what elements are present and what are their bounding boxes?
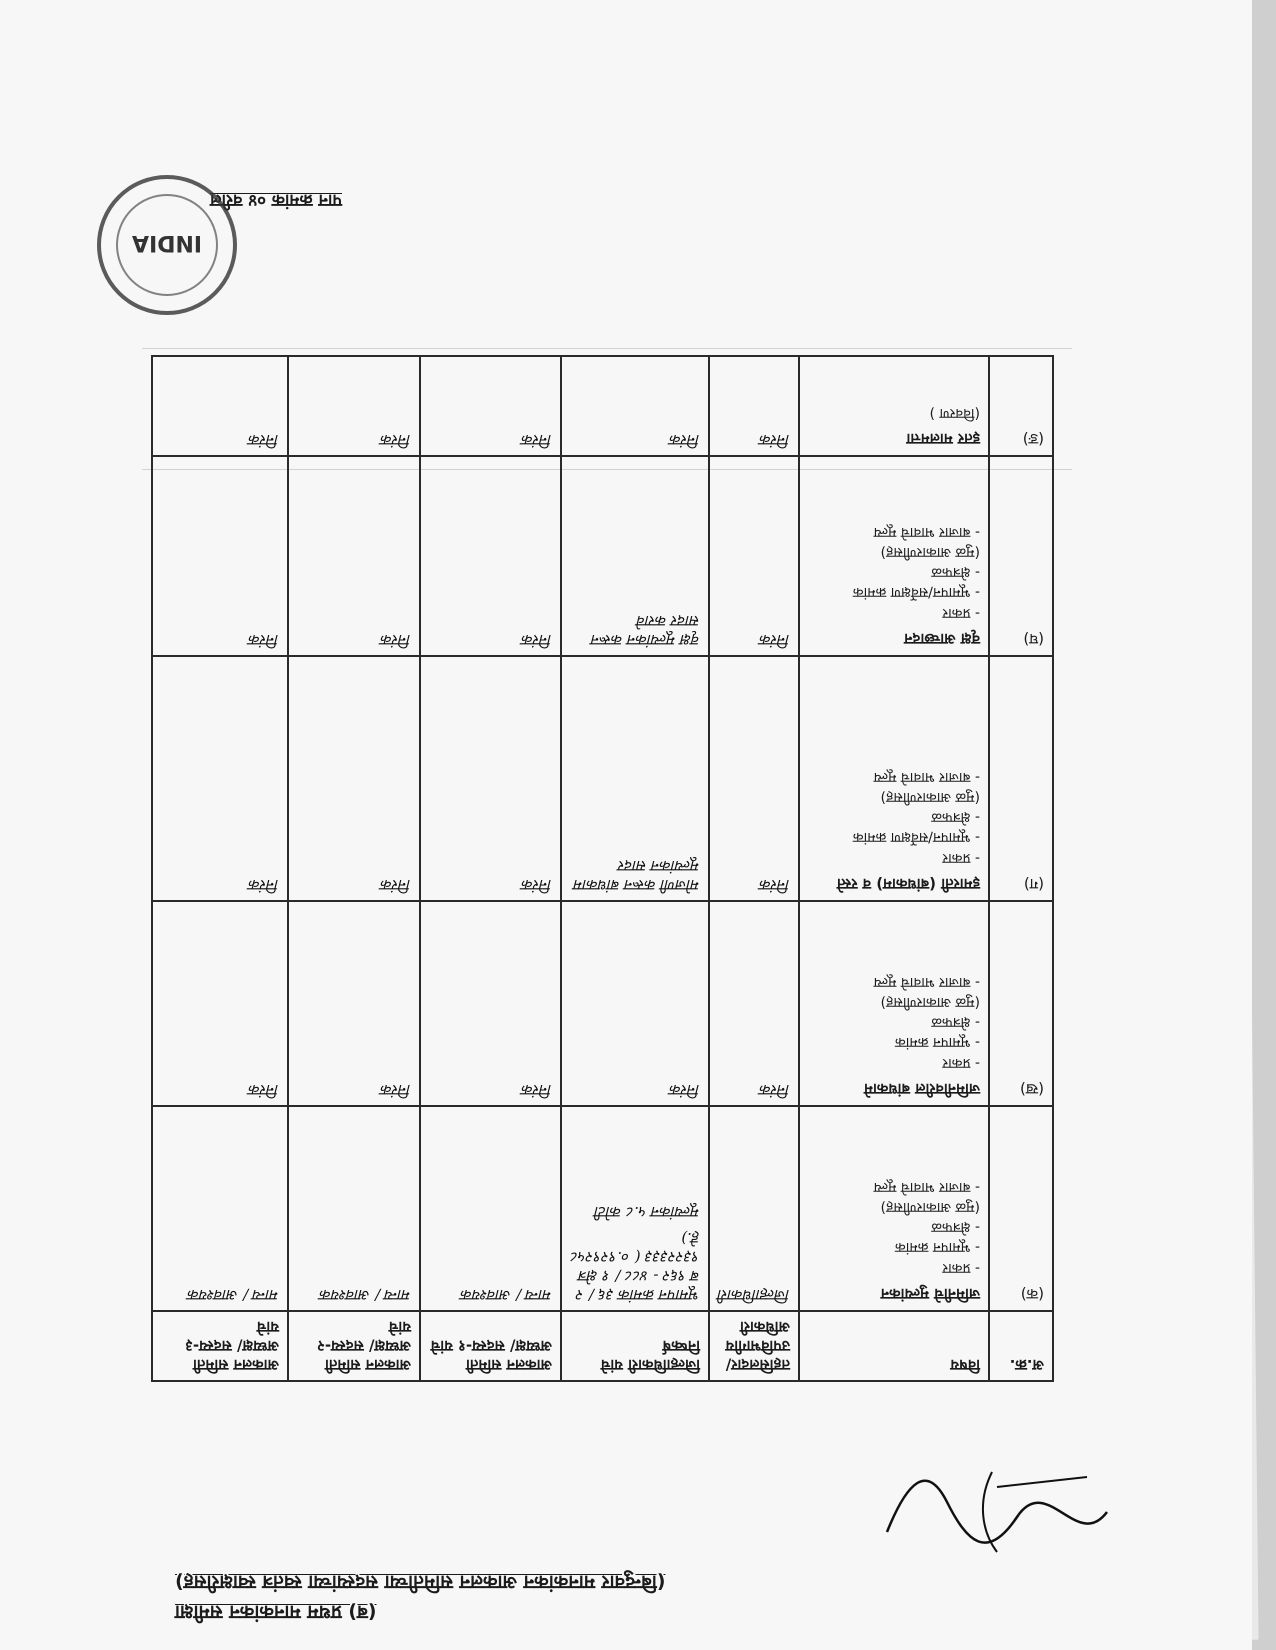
list-item: - क्षेत्रफळ bbox=[931, 1014, 980, 1031]
header-member-3: आकलन समिती अध्यक्ष/ सदस्य-३ यांचे bbox=[152, 1311, 288, 1381]
header-subject: विषय bbox=[799, 1311, 989, 1381]
list-item: - भूमापन क्रमांक bbox=[894, 1239, 980, 1256]
row-number: (ग) bbox=[989, 656, 1053, 901]
office-stamp bbox=[92, 170, 242, 320]
handwritten-note: भूमापन क्रमांक ३६ / २ ब ९६२ - ४८८ / १ क्षेत्र ९३२२३३३ ( ०.९२९२५८ हे.) bbox=[570, 1229, 700, 1304]
list-item: - बाजार भावाचे मूल्य bbox=[873, 1178, 980, 1195]
table-row bbox=[152, 1106, 1053, 1311]
row-title: इमारती (बांधकाम) व रस्ते bbox=[836, 874, 980, 893]
row-subject bbox=[799, 356, 989, 456]
handwritten-entry: निरंक bbox=[709, 456, 799, 656]
table-row bbox=[152, 356, 1053, 456]
row-items bbox=[808, 1176, 980, 1277]
list-item: (मुळ आकारणीसह) bbox=[880, 543, 980, 560]
list-item: - बाजार भावाचे मूल्य bbox=[873, 973, 980, 990]
list-item: (मुळ आकारणीसह) bbox=[880, 1198, 980, 1215]
handwritten-entry: निरंक bbox=[288, 656, 420, 901]
page-number: पान क्रमांक ०४ वरील bbox=[210, 190, 342, 210]
list-item: - क्षेत्रफळ bbox=[931, 564, 980, 581]
list-item: (मुळ आकारणीसह) bbox=[880, 788, 980, 805]
row-number: (क) bbox=[989, 1106, 1053, 1311]
handwritten-entry: निरंक bbox=[561, 356, 709, 456]
row-items bbox=[808, 766, 980, 867]
stamp-text: INDIA bbox=[131, 230, 203, 255]
header-tahsildar: तहसिलदार/ उपविभागीय अधिकारी bbox=[709, 1311, 799, 1381]
list-item: - भूमापन/सर्वेक्षण क्रमांक bbox=[852, 584, 980, 601]
handwritten-entry: निरंक bbox=[420, 456, 561, 656]
row-items bbox=[808, 521, 980, 622]
handwritten-entry: मान्य / आवश्यक bbox=[288, 1106, 420, 1311]
handwritten-entry: मान्य / आवश्यक bbox=[152, 1106, 288, 1311]
handwritten-entry bbox=[561, 1106, 709, 1311]
row-number: (ङ) bbox=[989, 356, 1053, 456]
row-title: इतर मालमत्ता bbox=[906, 429, 980, 448]
handwritten-entry: निरंक bbox=[288, 456, 420, 656]
list-item: (विवरण ) bbox=[929, 404, 980, 421]
handwritten-entry: निरंक bbox=[152, 356, 288, 456]
row-title: वृक्ष आच्छादन bbox=[904, 629, 980, 648]
handwritten-entry: निरंक bbox=[152, 456, 288, 656]
handwritten-entry: निरंक bbox=[709, 356, 799, 456]
handwritten-entry: निरंक bbox=[288, 901, 420, 1106]
assessment-table bbox=[151, 355, 1054, 1382]
handwritten-entry: निरंक bbox=[420, 356, 561, 456]
handwritten-entry: निरंक bbox=[709, 656, 799, 901]
row-subject bbox=[799, 656, 989, 901]
handwritten-entry: निरंक bbox=[420, 901, 561, 1106]
list-item: - क्षेत्रफळ bbox=[931, 809, 980, 826]
list-item: - प्रकार bbox=[942, 1259, 980, 1276]
list-item: (मुळ आकारणीसह) bbox=[880, 993, 980, 1010]
row-title: जमिनीचे मुल्यांकन bbox=[880, 1284, 980, 1303]
list-item: - भूमापन क्रमांक bbox=[894, 1034, 980, 1051]
list-item: - प्रकार bbox=[942, 849, 980, 866]
section-heading: (ब) प्रथम मानकांकन समीक्षा bbox=[175, 1601, 377, 1623]
handwritten-entry: निरंक bbox=[420, 656, 561, 901]
row-number: (ख) bbox=[989, 901, 1053, 1106]
list-item: - भूमापन/सर्वेक्षण क्रमांक bbox=[852, 829, 980, 846]
row-items bbox=[808, 402, 980, 422]
header-member-2: आकलन समिती अध्यक्ष/ सदस्य-२ यांचे bbox=[288, 1311, 420, 1381]
row-number: (घ) bbox=[989, 456, 1053, 656]
table-row bbox=[152, 456, 1053, 656]
handwritten-entry: निरंक bbox=[152, 901, 288, 1106]
handwritten-entry: जिल्हाधिकारी bbox=[709, 1106, 799, 1311]
row-subject bbox=[799, 901, 989, 1106]
header-collector: जिल्हाधिकारी यांचे निष्कर्ष bbox=[561, 1311, 709, 1381]
handwritten-entry: निरंक bbox=[152, 656, 288, 901]
handwritten-entry: निरंक bbox=[709, 901, 799, 1106]
list-item: - क्षेत्रफळ bbox=[931, 1219, 980, 1236]
handwritten-entry: निरंक bbox=[561, 901, 709, 1106]
table-header-row bbox=[152, 1311, 1053, 1381]
handwritten-note: मूल्यांकन ५.८ कोटी bbox=[594, 1202, 700, 1221]
list-item: - प्रकार bbox=[942, 604, 980, 621]
row-items bbox=[808, 971, 980, 1072]
handwritten-entry: वृक्ष मूल्यांकन करून सादर करावे bbox=[561, 456, 709, 656]
list-item: - प्रकार bbox=[942, 1054, 980, 1071]
header-serial: अ.क्र. bbox=[989, 1311, 1053, 1381]
row-subject bbox=[799, 1106, 989, 1311]
list-item: - बाजार भावाचे मूल्य bbox=[873, 768, 980, 785]
handwritten-signature bbox=[877, 1452, 1117, 1572]
handwritten-entry: निरंक bbox=[288, 356, 420, 456]
list-item: - बाजार भावाचे मूल्य bbox=[873, 523, 980, 540]
row-title: जमिनीवरील बांधकामे bbox=[864, 1079, 980, 1098]
handwritten-entry: मोजणी करून बांधकाम मूल्यांकन सादर bbox=[561, 656, 709, 901]
handwritten-entry: मान्य / आवश्यक bbox=[420, 1106, 561, 1311]
row-subject bbox=[799, 456, 989, 656]
section-subheading: (बिन्दुवार मानकांकन आकलन समितीच्या सदस्यांच्या स्वतंत्र स्वाक्षरीसह) bbox=[175, 1571, 666, 1593]
header-member-1: आकलन समिती अध्यक्ष/ सदस्य-१ यांचे bbox=[420, 1311, 561, 1381]
table-row bbox=[152, 901, 1053, 1106]
table-row bbox=[152, 656, 1053, 901]
